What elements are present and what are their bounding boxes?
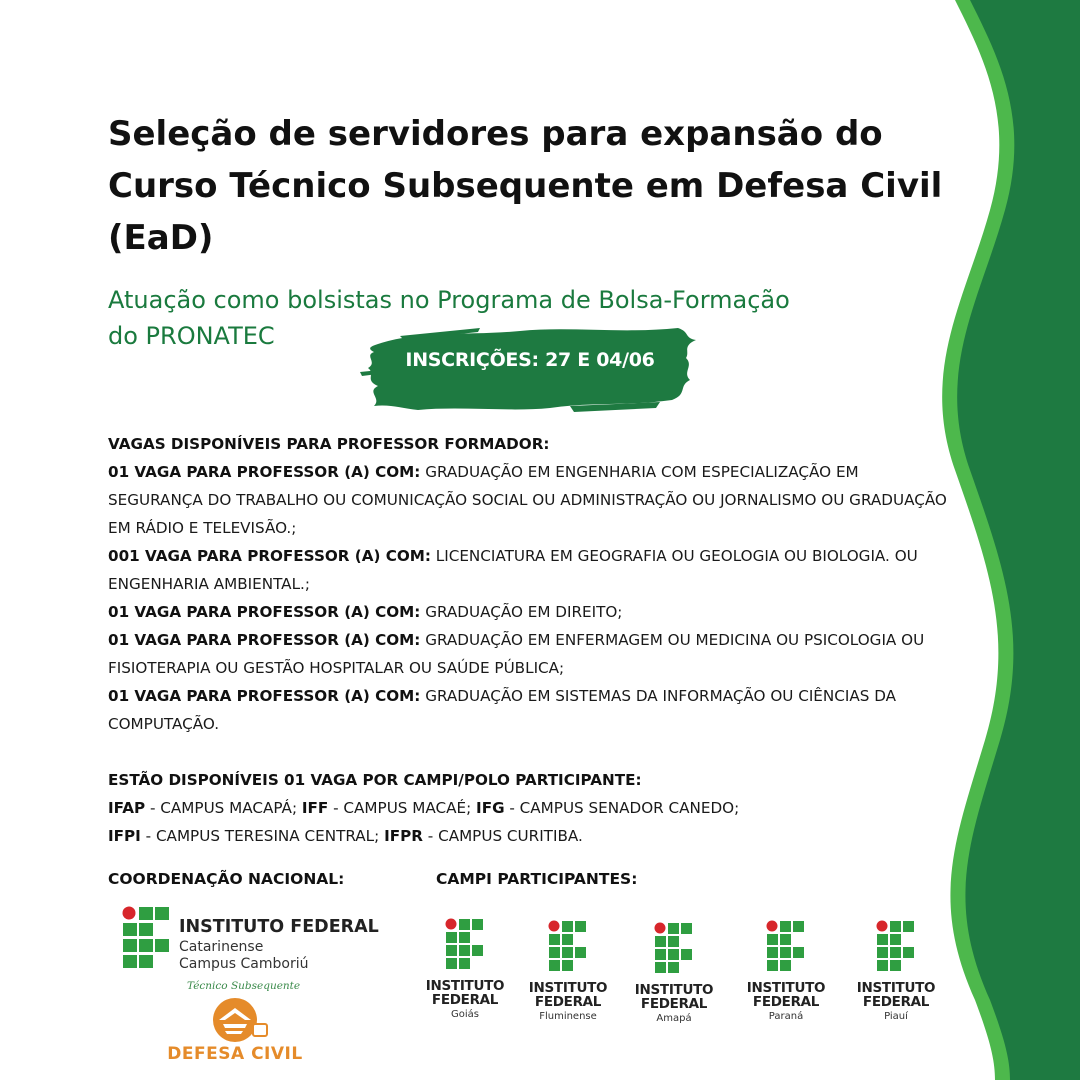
instituto-federal-grid-icon [445,918,485,974]
subtitle-line-1: Atuação como bolsistas no Programa de Bolsa-Formação [108,286,790,314]
campus-inst: IFAP [108,799,146,817]
campi-line-1 [108,794,948,822]
logo-line1: INSTITUTO [425,978,505,994]
subtitle-line-2: do PRONATEC [108,322,275,350]
if-parana-logo [736,920,836,1030]
vaga-text: GRADUAÇÃO EM ENGENHARIA COM ESPECIALIZAÇÃO EM SEGURANÇA DO TRABALHO OU COMUNICAÇÃO SOCIAL OU ADMINISTRAÇÃO OU JORNALISMO OU GRADUAÇÃO EM RÁDIO E TELEVISÃO.; [108,463,947,537]
vaga-label: 001 VAGA PARA PROFESSOR (A) COM: [108,547,431,565]
campus-name: - CAMPUS SENADOR CANEDO; [504,799,740,817]
campus-name: - CAMPUS MACAÉ; [328,799,477,817]
vaga-label: 01 VAGA PARA PROFESSOR (A) COM: [108,603,421,621]
vaga-text: GRADUAÇÃO EM DIREITO; [425,603,623,621]
campus-name: - CAMPUS TERESINA CENTRAL; [140,827,385,845]
vaga-item [108,682,948,738]
defesa-civil-name: DEFESA CIVIL [167,1044,303,1064]
instituto-federal-grid-icon [122,906,172,970]
logo-line2: FEDERAL [534,994,602,1010]
vaga-text: GRADUAÇÃO EM ENFERMAGEM OU MEDICINA OU PSICOLOGIA OU FISIOTERAPIA OU GESTÃO HOSPITALAR OU SAÚDE PÚBLICA; [108,631,925,677]
ifc-logo [122,906,382,976]
vaga-item [108,542,948,598]
logo-line1: INSTITUTO [528,980,608,996]
coordenacao-label: COORDENAÇÃO NACIONAL: [108,870,345,888]
logo-campus: Amapá [656,1013,692,1024]
if-goias-logo [415,918,515,1028]
vaga-text: LICENCIATURA EM GEOGRAFIA OU GEOLOGIA OU BIOLOGIA. OU ENGENHARIA AMBIENTAL.; [108,547,918,593]
defesa-civil-logo [165,982,305,1072]
instituto-federal-grid-icon [876,920,916,976]
campi-participantes-label: CAMPI PARTICIPANTES: [436,870,638,888]
vaga-item [108,458,948,542]
logo-line2: FEDERAL [431,992,499,1008]
campi-heading: ESTÃO DISPONÍVEIS 01 VAGA POR CAMPI/POLO PARTICIPANTE: [108,771,642,789]
campi-section [108,766,948,850]
title-line-3: (EaD) [108,218,214,258]
vaga-label: 01 VAGA PARA PROFESSOR (A) COM: [108,687,421,705]
ifc-name: INSTITUTO FEDERAL [179,917,379,937]
logo-campus: Piauí [884,1011,908,1022]
campus-inst: IFG [476,799,505,817]
if-amapa-logo [624,922,724,1032]
ifc-sub2: Campus Camboriú [179,956,309,972]
logo-line2: FEDERAL [752,994,820,1010]
campus-inst: IFPR [384,827,423,845]
if-piaui-logo [846,920,946,1030]
logo-campus: Paraná [768,1011,804,1022]
defesa-civil-emblem-icon [205,994,271,1044]
if-fluminense-logo [518,920,618,1030]
campus-name: - CAMPUS CURITIBA. [422,827,583,845]
logo-line2: FEDERAL [862,994,930,1010]
defesa-arc-text: Técnico Subsequente [187,980,301,992]
logo-line1: INSTITUTO [634,982,714,998]
ifc-sub1: Catarinense [179,939,264,955]
instituto-federal-grid-icon [548,920,588,976]
vagas-section [108,430,948,738]
campus-inst: IFPI [108,827,141,845]
vaga-label: 01 VAGA PARA PROFESSOR (A) COM: [108,631,421,649]
title-line-1: Seleção de servidores para expansão do [108,114,883,154]
logo-line2: FEDERAL [640,996,708,1012]
page-title [108,108,943,264]
inscricoes-badge: INSCRIÇÕES: 27 E 04/06 [405,349,655,371]
title-line-2: Curso Técnico Subsequente em Defesa Civil [108,166,943,206]
logo-campus: Goiás [451,1009,479,1020]
vaga-text: GRADUAÇÃO EM SISTEMAS DA INFORMAÇÃO OU CIÊNCIAS DA COMPUTAÇÃO. [108,687,897,733]
logo-line1: INSTITUTO [746,980,826,996]
campus-inst: IFF [301,799,329,817]
vagas-heading: VAGAS DISPONÍVEIS PARA PROFESSOR FORMADOR: [108,435,550,453]
instituto-federal-grid-icon [766,920,806,976]
logo-line1: INSTITUTO [856,980,936,996]
instituto-federal-grid-icon [654,922,694,978]
logo-campus: Fluminense [539,1011,597,1022]
vaga-item [108,598,948,626]
campi-line-2 [108,822,948,850]
vaga-item [108,626,948,682]
vaga-label: 01 VAGA PARA PROFESSOR (A) COM: [108,463,421,481]
campus-name: - CAMPUS MACAPÁ; [145,799,302,817]
